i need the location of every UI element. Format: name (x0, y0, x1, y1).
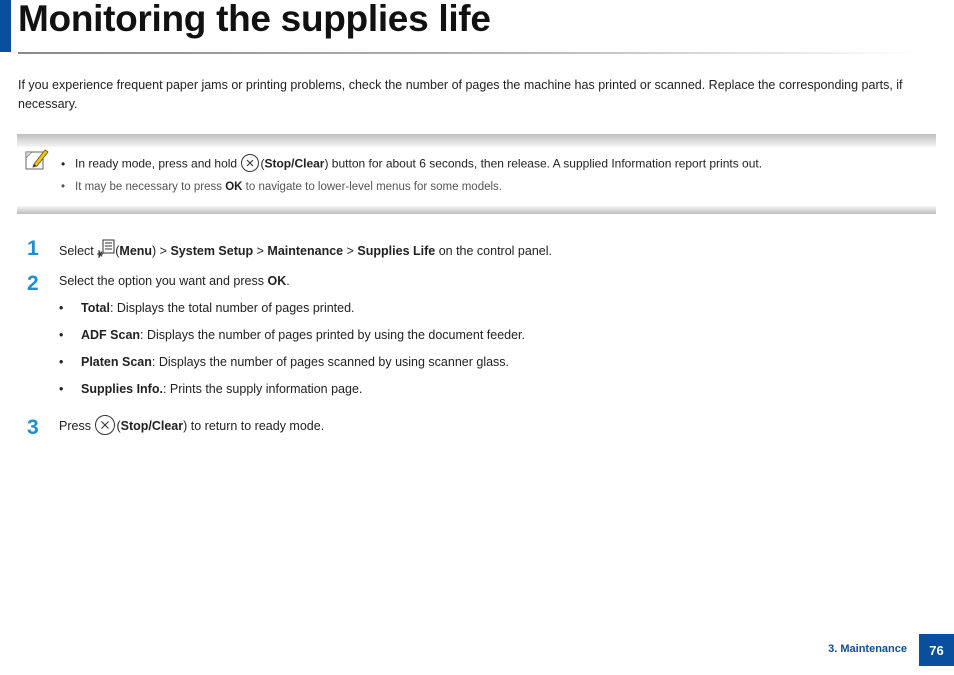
title-divider (18, 52, 918, 54)
ok-key: OK (267, 274, 287, 288)
step-text (59, 414, 324, 439)
button-name: Stop/Clear (264, 156, 325, 171)
bullet: • (59, 328, 64, 342)
note-box (17, 134, 936, 214)
menu-path-system-setup: System Setup (170, 244, 254, 258)
bullet: • (61, 156, 66, 171)
step-word: Select (59, 244, 94, 258)
note-item (61, 181, 502, 193)
option-item (59, 301, 355, 315)
note-text-tail: to navigate to lower-level menus for some models. (245, 181, 502, 193)
bullet: • (59, 382, 64, 396)
note-text: In ready mode, press and hold (75, 156, 238, 171)
option-desc: : Displays the number of pages scanned by using scanner glass. (151, 355, 510, 369)
option-term: Supplies Info. (81, 382, 163, 396)
option-desc: : Prints the supply information page. (162, 382, 363, 396)
separator: > (346, 244, 354, 258)
paren-open: ( (115, 244, 120, 258)
menu-path-supplies-life: Supplies Life (357, 244, 436, 258)
period: . (286, 274, 290, 288)
step-tail: on the control panel. (438, 244, 552, 258)
stop-clear-icon (240, 153, 260, 176)
option-item (59, 382, 362, 396)
separator: ) > (152, 244, 167, 258)
step-word: Press (59, 418, 91, 433)
menu-path-maintenance: Maintenance (267, 244, 344, 258)
option-desc: : Displays the total number of pages printed. (109, 301, 355, 315)
menu-icon (97, 239, 115, 262)
step-tail: ) to return to ready mode. (183, 418, 325, 433)
button-name: Stop/Clear (120, 418, 184, 433)
option-item (59, 328, 525, 342)
header-accent-bar (0, 0, 11, 52)
bullet: • (59, 355, 64, 369)
option-desc: : Displays the number of pages printed by using the document feeder. (140, 328, 526, 342)
step-text (59, 239, 552, 262)
page-title: Monitoring the supplies life (18, 0, 491, 39)
separator: > (256, 244, 264, 258)
page-number: 76 (919, 634, 954, 666)
footer-section-label: 3. Maintenance (828, 643, 907, 655)
bullet: • (59, 301, 64, 315)
menu-label: Menu (119, 244, 153, 258)
step-body: Select the option you want and press (59, 274, 264, 288)
intro-paragraph: If you experience frequent paper jams or printing problems, check the number of pages the machine has printed or scanned. Replace the corresponding parts, if necessary. (18, 78, 903, 111)
ok-key: OK (225, 181, 243, 193)
step-text (59, 274, 290, 288)
paren-open: ( (260, 156, 265, 171)
note-item (61, 153, 762, 176)
option-term: Total (81, 301, 110, 315)
step-number: 2 (27, 272, 39, 295)
step-number: 3 (27, 416, 39, 439)
note-bottom-band (17, 206, 936, 214)
option-term: ADF Scan (81, 328, 141, 342)
stop-clear-icon (94, 414, 116, 439)
step-number: 1 (27, 237, 39, 260)
note-top-band (17, 134, 936, 147)
note-text: It may be necessary to press (75, 181, 223, 193)
option-item (59, 355, 509, 369)
note-icon (24, 147, 50, 171)
paren-open: ( (116, 418, 121, 433)
note-text-tail: ) button for about 6 seconds, then release. A supplied Information report prints out. (324, 156, 763, 171)
bullet: • (61, 181, 66, 193)
option-term: Platen Scan (81, 355, 152, 369)
